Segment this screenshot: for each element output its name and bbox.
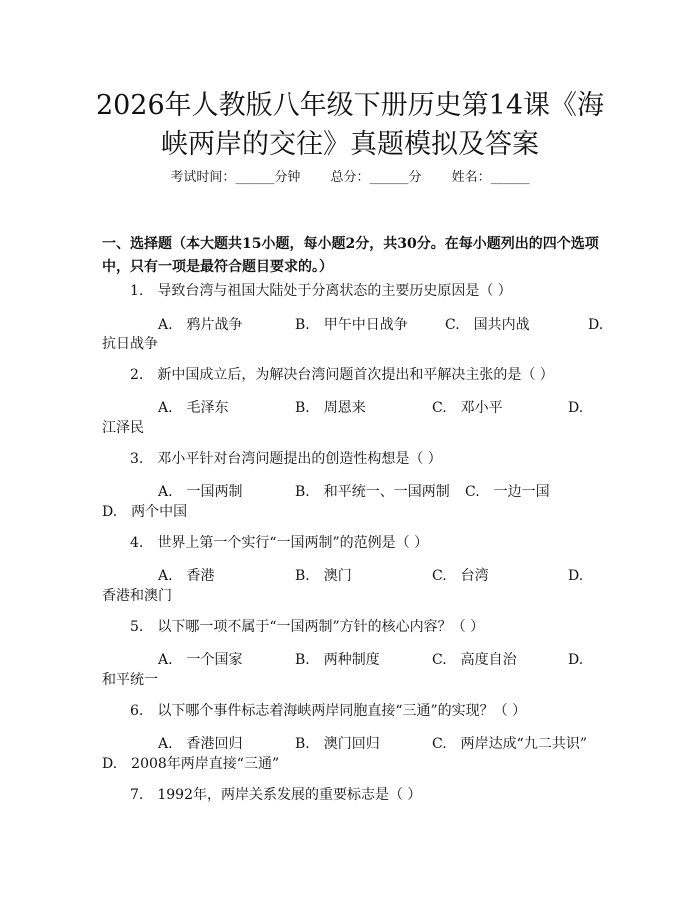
question-5-stem: 5. 以下哪一项不属于“一国两制”方针的核心内容？（ ） [130,619,485,635]
question-4-option-d-text: 香港和澳门 [102,588,172,604]
student-name: 姓名：______ [451,170,530,185]
question-6-stem: 6. 以下哪个事件标志着海峡两岸同胞直接“三通”的实现？（ ） [130,703,527,719]
question-1-stem: 1. 导致台湾与祖国大陆处于分离状态的主要历史原因是（ ） [130,283,512,299]
question-2-option-b: B. 周恩来 [295,400,366,416]
question-4-option-b: B. 澳门 [295,568,352,584]
question-4-stem: 4. 世界上第一个实行“一国两制”的范例是（ ） [130,535,429,551]
question-3-option-d: D. 两个中国 [102,504,188,520]
exam-meta [0,168,700,188]
question-6-option-c: C. 两岸达成“九二共识” [432,736,587,752]
question-1-option-c: C. 国共内战 [445,317,530,333]
question-2-option-d-text: 江泽民 [102,420,144,436]
question-4-option-a: A. 香港 [158,568,215,584]
title-line-2: 峡两岸的交往》真题模拟及答案 [161,129,539,160]
question-3-option-a: A. 一国两制 [158,484,243,500]
question-6-option-a: A. 香港回归 [158,736,243,752]
question-6-option-d: D. 2008年两岸直接“三通” [102,756,280,772]
question-7-stem: 7. 1992年，两岸关系发展的重要标志是（ ） [130,787,422,803]
question-5-option-c: C. 高度自治 [432,652,517,668]
section-heading: 一、选择题（本大题共15小题，每小题2分，共30分。在每小题列出的四个选项中，只有一项是最符合题目要求的。） [102,236,599,275]
question-3-stem: 3. 邓小平针对台湾问题提出的创造性构想是（ ） [130,451,442,467]
question-4-option-d: D. [568,568,584,584]
exam-score: 总分：______分 [330,170,422,185]
question-6-option-b: B. 澳门回归 [295,736,380,752]
document-title [60,86,640,164]
question-1-option-d-text: 抗日战争 [102,336,158,352]
title-line-1: 2026年人教版八年级下册历史第14课《海 [95,90,605,121]
question-1-option-a: A. 鸦片战争 [158,317,243,333]
exam-time: 考试时间：______分钟 [170,170,301,185]
question-2-option-d: D. [568,400,584,416]
question-2-option-a: A. 毛泽东 [158,400,229,416]
question-2-stem: 2. 新中国成立后，为解决台湾问题首次提出和平解决主张的是（ ） [130,367,554,383]
question-1-option-d: D. [588,317,604,333]
question-4-option-c: C. 台湾 [432,568,489,584]
question-5-option-a: A. 一个国家 [158,652,243,668]
question-5-option-d: D. [568,652,584,668]
question-3-option-b: B. 和平统一、一国两制 [295,484,450,500]
question-5-option-d-text: 和平统一 [102,672,158,688]
question-2-option-c: C. 邓小平 [432,400,503,416]
question-3-option-c: C. 一边一国 [465,484,550,500]
question-5-option-b: B. 两种制度 [295,652,380,668]
question-1-option-b: B. 甲午中日战争 [295,317,408,333]
